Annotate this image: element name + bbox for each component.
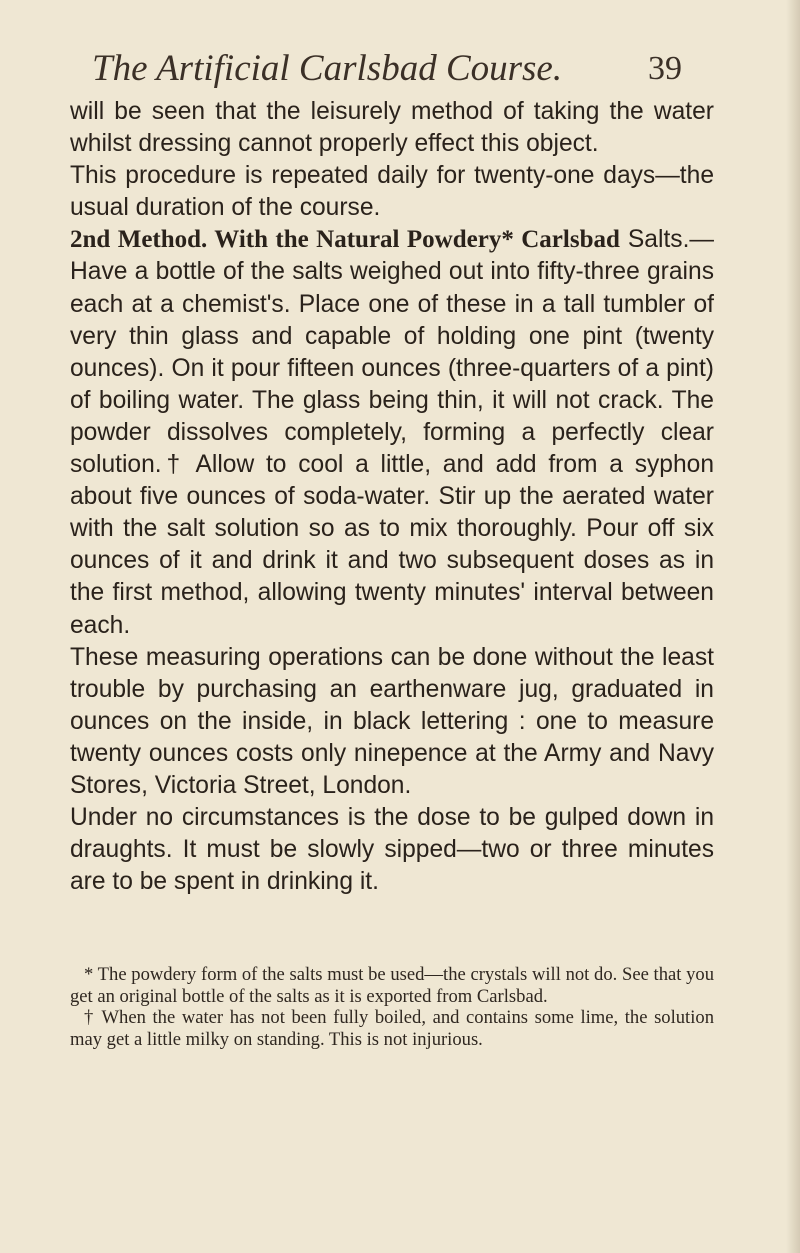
footnotes	[70, 964, 714, 1050]
running-head-title: The Artificial Carlsbad Course.	[92, 48, 563, 89]
paragraph-5: Under no circumstances is the dose to be gulped down in draughts. It must be slowly sipped—two or three minutes are to be spent in drinking it.	[70, 804, 714, 896]
paragraph-3	[70, 224, 714, 641]
method-heading: 2nd Method. With the Natural Powdery* Carlsbad	[70, 226, 620, 254]
page-edge-shadow	[786, 0, 800, 1253]
paragraph-1: will be seen that the leisurely method of taking the water whilst dressing cannot properly effect this object.	[70, 98, 714, 158]
footnote-2: † When the water has not been fully boiled, and contains some lime, the solution may get a little milky on standing. This is not injurious.	[70, 1007, 714, 1050]
paragraph-4: These measuring operations can be done without the least trouble by purchasing an earthenware jug, graduated in ounces on the inside, in black lettering : one to measure twenty ounces costs only ninepence at the Army and Navy Stores, Victoria Street, London.	[70, 643, 714, 799]
method-text: Salts.—Have a bottle of the salts weighed out into fifty-three grains each at a chemist's. Place one of these in a tall tumbler of very thin glass and capable of holding one pint (twenty ounces). On it pour fifteen ounces (three-quarters of a pint) of boiling water. The glass being thin, it will not crack. The powder dissolves completely, forming a perfectly clear solution.† Allow to cool a little, and add from a syphon about five ounces of soda-water. Stir up the aerated water with the salt solution so as to mix thoroughly. Pour off six ounces of it and drink it and two subsequent doses as in the first method, allowing twenty minutes' interval between each.	[70, 226, 714, 639]
body-text	[70, 96, 714, 898]
footnote-1: * The powdery form of the salts must be used—the crystals will not do. See that you get an original bottle of the salts as it is exported from Carlsbad.	[70, 964, 714, 1007]
paragraph-2: This procedure is repeated daily for twenty-one days—the usual duration of the course.	[70, 162, 714, 222]
running-head	[92, 44, 692, 94]
page-number: 39	[648, 50, 682, 87]
